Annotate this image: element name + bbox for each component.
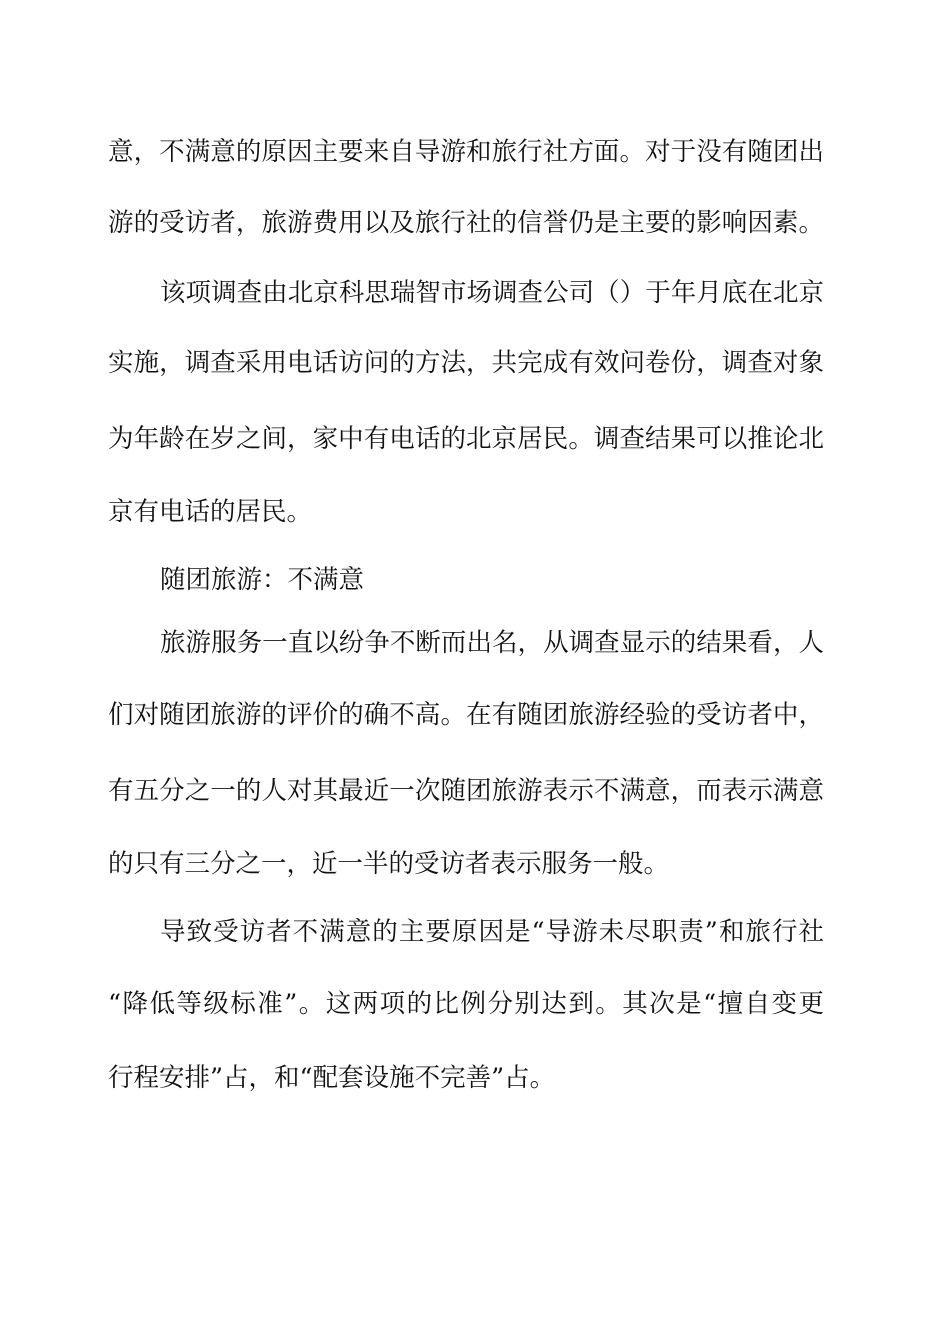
paragraph-5-line-2: “降低等级标准”。这两项的比例分别达到。其次是“擅自变更 bbox=[108, 989, 824, 1019]
paragraph-1-line-1: 意，不满意的原因主要来自导游和旅行社方面。对于没有随团出 bbox=[108, 137, 824, 167]
paragraph-5-line-1: 导致受访者不满意的主要原因是“导游未尽职责”和旅行社 bbox=[160, 917, 824, 947]
section-heading: 随团旅游：不满意 bbox=[160, 565, 365, 595]
paragraph-4-line-4: 的只有三分之一，近一半的受访者表示服务一般。 bbox=[108, 849, 670, 879]
paragraph-2-line-2: 实施，调查采用电话访问的方法，共完成有效问卷份，调查对象 bbox=[108, 348, 824, 378]
paragraph-4-line-2: 们对随团旅游的评价的确不高。在有随团旅游经验的受访者中， bbox=[108, 700, 824, 730]
paragraph-4-line-1: 旅游服务一直以纷争不断而出名，从调查显示的结果看，人 bbox=[160, 628, 824, 658]
paragraph-2-line-4: 京有电话的居民。 bbox=[108, 497, 313, 527]
paragraph-1-line-2: 游的受访者，旅游费用以及旅行社的信誉仍是主要的影响因素。 bbox=[108, 208, 824, 238]
paragraph-2-line-1: 该项调查由北京科思瑞智市场调查公司（）于年月底在北京 bbox=[160, 278, 824, 308]
paragraph-2-line-3: 为年龄在岁之间，家中有电话的北京居民。调查结果可以推论北 bbox=[108, 424, 824, 454]
paragraph-4-line-3: 有五分之一的人对其最近一次随团旅游表示不满意，而表示满意 bbox=[108, 776, 824, 806]
paragraph-5-line-3: 行程安排”占，和“配套设施不完善”占。 bbox=[108, 1063, 556, 1093]
